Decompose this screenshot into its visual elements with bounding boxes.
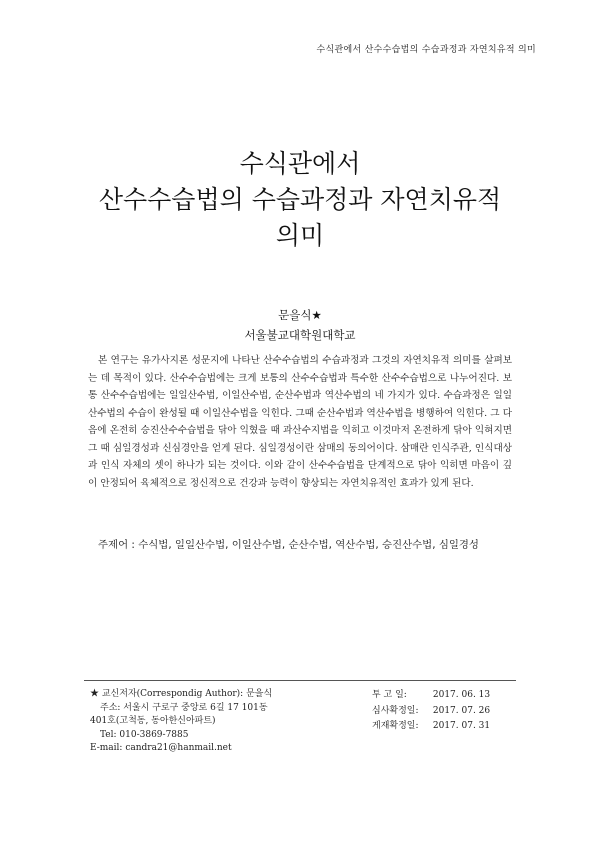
paper-title [0,146,600,254]
date-value: 2017. 07. 26 [432,705,491,716]
abstract: 본 연구는 유가사지론 성문지에 나타난 산수수습법의 수습과정과 그것의 자연치유적 의미를 살펴보는 데 목적이 있다. 산수수습법에는 크게 보통의 산수수습법과 특수한 산수수습법으로 나누어진다. 보통 산수수습법에는 일일산수법, 이일산수법, 순산수법과 역산수법의 네 가지가 있다. 수습과정은 일일산수법의 수습이 완성될 때 이일산수법을 익힌다. 그때 순산수법과 역산수법을 병행하여 익힌다. 그 다음에 온전히 승진산수수습법을 닦아 익혔을 때 과산수지법을 익히고 이것마저 온전하게 닦아 익혀지면 그 때 심일경성과 신심경안을 얻게 된다. 심일경성이란 삼매의 동의어이다. 삼매란 인식주관, 인식대상과 인식 자체의 셋이 하나가 되는 것이다. 이와 같이 산수수습법을 단계적으로 닦아 익히면 마음이 깊이 안정되어 육체적으로 정신적으로 건강과 능력이 향상되는 자연치유적인 효과가 있게 된다. [88,355,512,489]
keywords [88,536,512,555]
keywords-text: 수식법, 일일산수법, 이일산수법, 순산수법, 역산수법, 승진산수법, 심일경성 [138,539,479,551]
date-value: 2017. 06. 13 [432,690,491,700]
title-line-1: 수식관에서 [239,149,361,178]
date-label: 게재확정일: [372,721,419,731]
date-value: 2017. 07. 31 [432,721,491,731]
title-line-2: 산수수습법의 수습과정과 자연치유적 [98,185,502,214]
date-label: 심사확정일: [372,705,419,716]
running-header: 수식관에서 산수수습법의 수습과정과 자연치유적 의미 [316,45,536,55]
author-name: 문을식★ [278,308,322,322]
date-row [372,688,532,704]
contact-email: E-mail: candra21@hanmail.net [90,743,232,753]
contact-line: Tel: 010-3869-7885 [100,729,189,740]
keywords-label: 주제어 : [98,539,139,551]
corresponding-author-note [90,688,340,756]
contact-line: 주소: 서울시 구로구 중앙로 6길 17 101동 [100,702,268,713]
date-row [372,704,532,720]
title-line-3: 의미 [275,221,325,250]
submission-dates [372,688,532,735]
contact-line: ★ 교신저자(Correspondig Author): 문을식 [90,689,273,699]
footnote-divider [84,680,516,681]
date-row [372,719,532,735]
date-label: 투 고 일: [372,690,407,700]
contact-line: 401호(고척동, 동아한신아파트) [90,716,216,726]
author-affiliation: 서울불교대학원대학교 [244,328,356,342]
author-block [0,305,600,345]
